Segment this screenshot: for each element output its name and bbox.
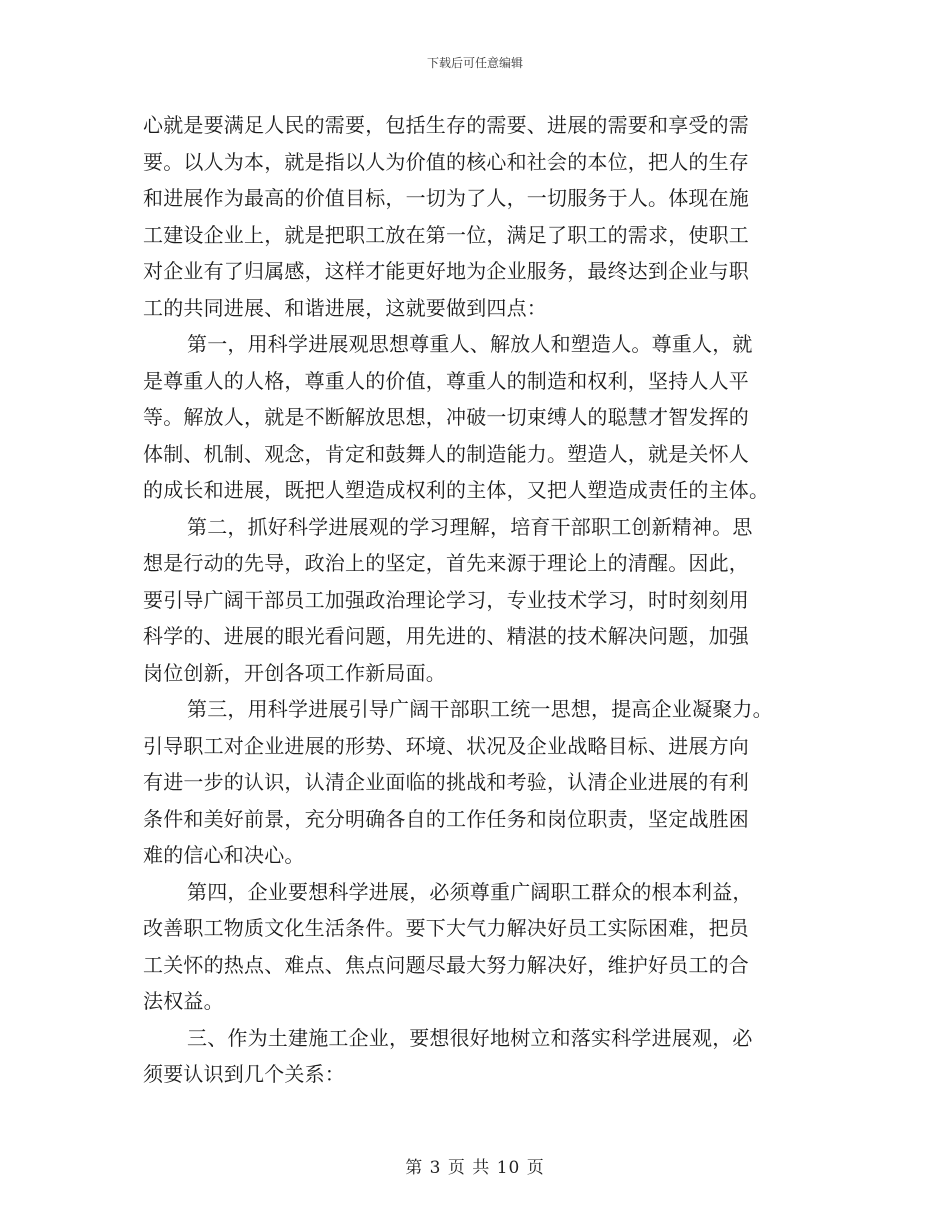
page-number: 第 3 页 共 10 页 [405, 1158, 545, 1178]
text-line: 工的共同进展、和谐进展，这就要做到四点： [143, 295, 547, 320]
text-line: 科学的、进展的眼光看问题，用先进的、精湛的技术解决问题，加强 [143, 624, 749, 648]
text-line: 工关怀的热点、难点、焦点问题尽最大努力解决好，维护好员工的合 [143, 952, 749, 977]
text-line: 是尊重人的人格，尊重人的价值，尊重人的制造和权利，坚持人人平 [143, 368, 749, 393]
text-line: 三、作为土建施工企业，要想很好地树立和落实科学进展观，必 [187, 1025, 753, 1050]
text-line: 体制、机制、观念，肯定和鼓舞人的制造能力。塑造人，就是关怀人 [143, 441, 749, 466]
page-header-note: 下载后可任意编辑 [426, 56, 523, 70]
text-line: 第四，企业要想科学进展，必须尊重广阔职工群众的根本利益， [187, 879, 753, 904]
text-line: 条件和美好前景，充分明确各自的工作任务和岗位职责，坚定战胜困 [143, 806, 749, 831]
text-line: 须要认识到几个关系： [143, 1062, 345, 1086]
text-line: 想是行动的先导，政治上的坚定，首先来源于理论上的清醒。因此， [143, 551, 749, 575]
text-line: 难的信心和决心。 [143, 843, 305, 867]
text-line: 岗位创新，开创各项工作新局面。 [143, 660, 446, 685]
text-line: 和进展作为最高的价值目标，一切为了人，一切服务于人。体现在施 [143, 186, 749, 210]
text-line: 第二，抓好科学进展观的学习理解，培育干部职工创新精神。思 [187, 514, 753, 539]
text-line: 心就是要满足人民的需要，包括生存的需要、进展的需要和享受的需 [143, 113, 749, 137]
text-line: 法权益。 [143, 989, 224, 1013]
text-line: 要。以人为本，就是指以人为价值的核心和社会的本位，把人的生存 [143, 149, 749, 174]
text-line: 要引导广阔干部员工加强政治理论学习，专业技术学习，时时刻刻用 [143, 587, 749, 612]
text-line: 对企业有了归属感，这样才能更好地为企业服务，最终达到企业与职 [143, 259, 749, 283]
document-body [143, 107, 811, 1093]
text-line: 等。解放人，就是不断解放思想，冲破一切束缚人的聪慧才智发挥的 [143, 405, 749, 429]
text-line: 改善职工物质文化生活条件。要下大气力解决好员工实际困难，把员 [143, 916, 749, 940]
text-line: 第一，用科学进展观思想尊重人、解放人和塑造人。尊重人，就 [187, 332, 753, 356]
text-line: 工建设企业上，就是把职工放在第一位，满足了职工的需求，使职工 [143, 222, 749, 247]
text-line: 第三，用科学进展引导广阔干部职工统一思想，提高企业凝聚力。 [187, 697, 773, 721]
text-line: 引导职工对企业进展的形势、环境、状况及企业战略目标、进展方向 [143, 733, 749, 758]
text-line: 有进一步的认识，认清企业面临的挑战和考验，认清企业进展的有利 [143, 770, 749, 794]
text-line: 的成长和进展，既把人塑造成权利的主体，又把人塑造成责任的主体。 [143, 478, 770, 502]
